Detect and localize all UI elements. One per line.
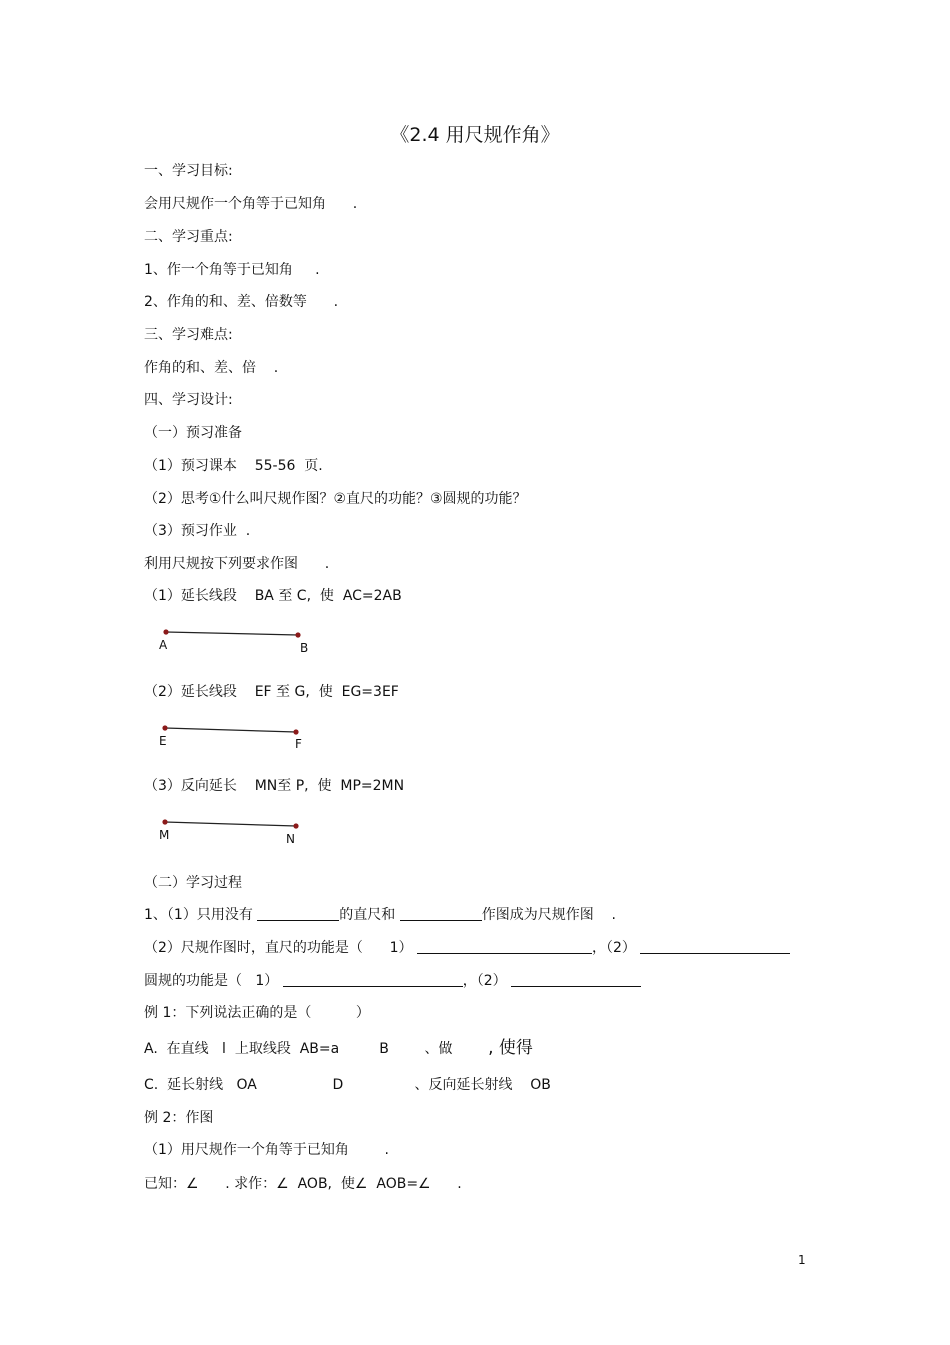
design-heading: 四、学习设计: (144, 392, 233, 408)
segment-mn (150, 816, 310, 832)
process-heading: （二）学习过程 (144, 875, 242, 891)
option-a-tail: , 使得 (488, 1038, 533, 1058)
option-a-text: A. 在直线 l 上取线段 AB=a B 、做 (144, 1041, 489, 1057)
key-point-2: 2、作角的和、差、倍数等 . (144, 294, 339, 310)
segment-ab (150, 626, 310, 642)
example-2-item-1: （1）用尺规作一个角等于已知角 . (144, 1142, 389, 1158)
q3-blank-1[interactable] (283, 972, 463, 987)
example-1: 例 1：下列说法正确的是（ ） (144, 1005, 370, 1021)
q1-text-1: 1、（1）只用没有 (144, 907, 253, 923)
question-2 (144, 939, 790, 957)
prep-item-2: （2）思考①什么叫尺规作图？②直尺的功能？③圆规的功能？ (144, 491, 527, 507)
q2-blank-1[interactable] (417, 939, 592, 954)
segment-ef (150, 722, 310, 738)
q1-text-3: 作图成为尺规作图 . (481, 907, 616, 923)
example-2-given: 已知：∠ . 求作：∠ AOB, 使∠ AOB=∠ . (144, 1176, 462, 1192)
q1-blank-2[interactable] (400, 906, 482, 921)
point-f-dot (293, 729, 298, 734)
point-m-dot (162, 819, 167, 824)
point-m-label: M (159, 828, 170, 842)
point-e-dot (162, 725, 167, 730)
question-1 (144, 906, 616, 924)
point-a-dot (163, 629, 168, 634)
prep-item-1: （1）预习课本 55-56 页. (144, 458, 323, 474)
objectives-heading: 一、学习目标: (144, 163, 233, 179)
task-3: （3）反向延长 MN至 P, 使 MP=2MN (144, 778, 405, 794)
example-1-option-c: C. 延长射线 OA D 、反向延长射线 OB (144, 1077, 551, 1093)
prep-heading: （一）预习准备 (144, 425, 242, 441)
example-2: 例 2：作图 (144, 1110, 214, 1126)
q1-text-2: 的直尺和 (339, 907, 396, 923)
page-title: 《2.4 用尺规作角》 (390, 124, 560, 146)
task-2: （2）延长线段 EF 至 G, 使 EG=3EF (144, 684, 399, 700)
q3-text-2: ，（2） (462, 973, 507, 989)
difficulties-heading: 三、学习难点: (144, 327, 233, 343)
q2-text-1: （2）尺规作图时，直尺的功能是（ 1） (144, 940, 413, 956)
page-number: 1 (798, 1253, 806, 1267)
point-n-label: N (286, 832, 295, 846)
objectives-text: 会用尺规作一个角等于已知角 . (144, 196, 358, 212)
task-1: （1）延长线段 BA 至 C, 使 AC=2AB (144, 588, 402, 604)
drawing-instruction: 利用尺规按下列要求作图 . (144, 556, 330, 572)
q2-text-2: ，（2） (591, 940, 636, 956)
difficulties-text: 作角的和、差、倍 . (144, 360, 279, 376)
point-f-label: F (295, 737, 302, 751)
example-1-option-a (144, 1039, 533, 1058)
q2-blank-2[interactable] (640, 939, 790, 954)
q1-blank-1[interactable] (257, 906, 339, 921)
point-a-label: A (159, 638, 168, 652)
key-points-heading: 二、学习重点: (144, 229, 233, 245)
point-b-dot (295, 632, 300, 637)
point-e-label: E (159, 734, 167, 748)
point-n-dot (293, 823, 298, 828)
question-3 (144, 972, 641, 990)
prep-item-3: （3）预习作业 . (144, 523, 251, 539)
q3-blank-2[interactable] (511, 972, 641, 987)
point-b-label: B (300, 641, 309, 655)
q3-text-1: 圆规的功能是（ 1） (144, 973, 279, 989)
key-point-1: 1、作一个角等于已知角 . (144, 262, 320, 278)
